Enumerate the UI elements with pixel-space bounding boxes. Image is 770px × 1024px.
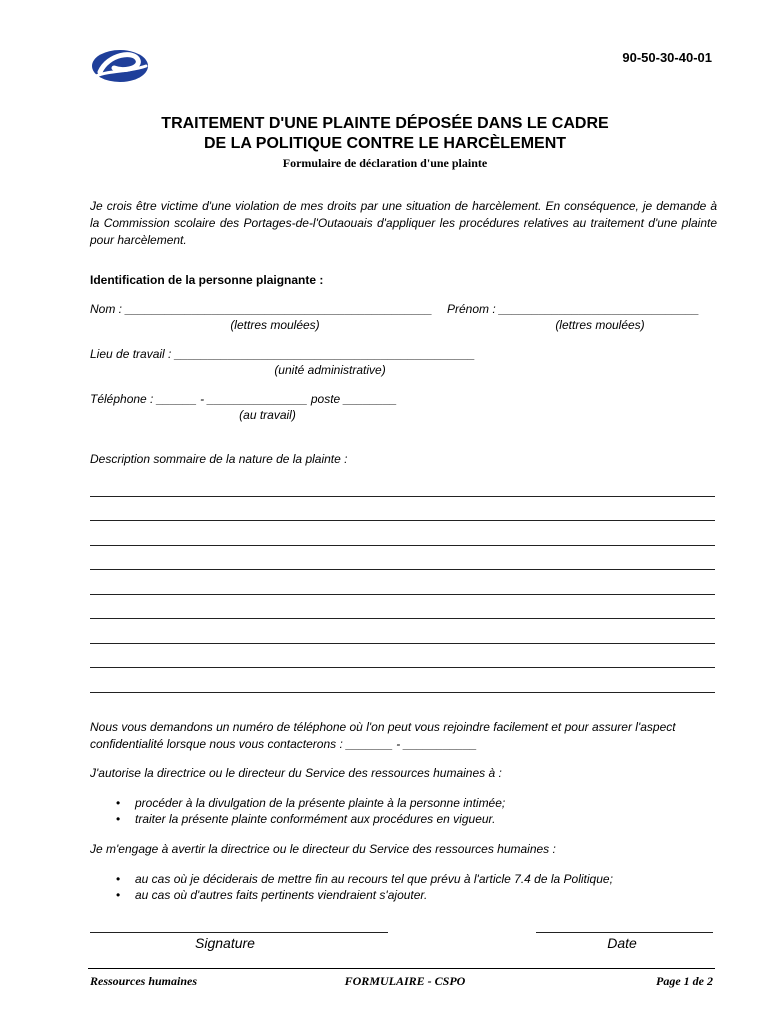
title-line-2: DE LA POLITIQUE CONTRE LE HARCÈLEMENT xyxy=(203,135,567,152)
description-line[interactable] xyxy=(90,667,715,668)
telephone-hint: (au travail) xyxy=(239,408,296,422)
description-line[interactable] xyxy=(90,569,715,570)
autorisation-list xyxy=(90,795,717,827)
date-line[interactable] xyxy=(536,932,713,933)
footer-divider xyxy=(88,968,715,969)
description-label: Description sommaire de la nature de la plainte : xyxy=(90,452,348,466)
prenom-hint: (lettres moulées) xyxy=(555,318,645,332)
description-line[interactable] xyxy=(90,618,715,619)
autorisation-intro: J'autorise la directrice ou le directeur du Service des ressources humaines à : xyxy=(90,766,502,780)
date-label: Date xyxy=(607,935,637,951)
nom-hint: (lettres moulées) xyxy=(230,318,320,332)
footer-left: Ressources humaines xyxy=(90,974,198,988)
engagement-list xyxy=(90,871,717,903)
lieu-travail-field[interactable]: Lieu de travail : _____________________________________________ xyxy=(90,347,476,361)
confidential-phone-paragraph[interactable]: Nous vous demandons un numéro de téléphone où l'on peut vous rejoindre facilement et pour assurer l'aspect confidentialité lorsque nous vous contacterons : _______ - ___________ xyxy=(90,720,676,751)
engagement-intro: Je m'engage à avertir la directrice ou le directeur du Service des ressources humaines : xyxy=(90,842,556,856)
list-item: • procéder à la divulgation de la présente plainte à la personne intimée; xyxy=(90,795,717,811)
list-item: • traiter la présente plainte conformément aux procédures en vigueur. xyxy=(90,811,717,827)
description-line[interactable] xyxy=(90,692,715,693)
form-code: 90-50-30-40-01 xyxy=(622,50,712,65)
intro-paragraph: Je crois être victime d'une violation de mes droits par une situation de harcèlement. En conséquence, je demande à la Commission scolaire des Portages-de-l'Outaouais d'appliquer les procédures relatives au traitement d'une plainte pour harcèlement. xyxy=(90,199,717,247)
footer-page-number: Page 1 de 2 xyxy=(656,974,713,988)
telephone-field[interactable]: Téléphone : ______ - _______________ poste ________ xyxy=(90,392,397,406)
cspo-logo-icon xyxy=(90,48,150,84)
signature-label: Signature xyxy=(195,935,255,951)
lieu-travail-hint: (unité administrative) xyxy=(274,363,386,377)
list-item: • au cas où je déciderais de mettre fin au recours tel que prévu à l'article 7.4 de la Politique; xyxy=(90,871,717,887)
description-line[interactable] xyxy=(90,545,715,546)
signature-line[interactable] xyxy=(90,932,388,933)
description-line[interactable] xyxy=(90,594,715,595)
list-item: • au cas où d'autres faits pertinents viendraient s'ajouter. xyxy=(90,887,717,903)
description-line[interactable] xyxy=(90,496,715,497)
nom-field[interactable]: Nom : ______________________________________________ xyxy=(90,302,433,316)
footer-center: FORMULAIRE - CSPO xyxy=(344,974,466,988)
identification-heading: Identification de la personne plaignante : xyxy=(90,273,324,287)
title-line-1: TRAITEMENT D'UNE PLAINTE DÉPOSÉE DANS LE CADRE xyxy=(161,115,609,132)
description-line[interactable] xyxy=(90,643,715,644)
description-line[interactable] xyxy=(90,520,715,521)
form-subtitle: Formulaire de déclaration d'une plainte xyxy=(282,156,488,170)
prenom-field[interactable]: Prénom : ______________________________ xyxy=(447,302,700,316)
